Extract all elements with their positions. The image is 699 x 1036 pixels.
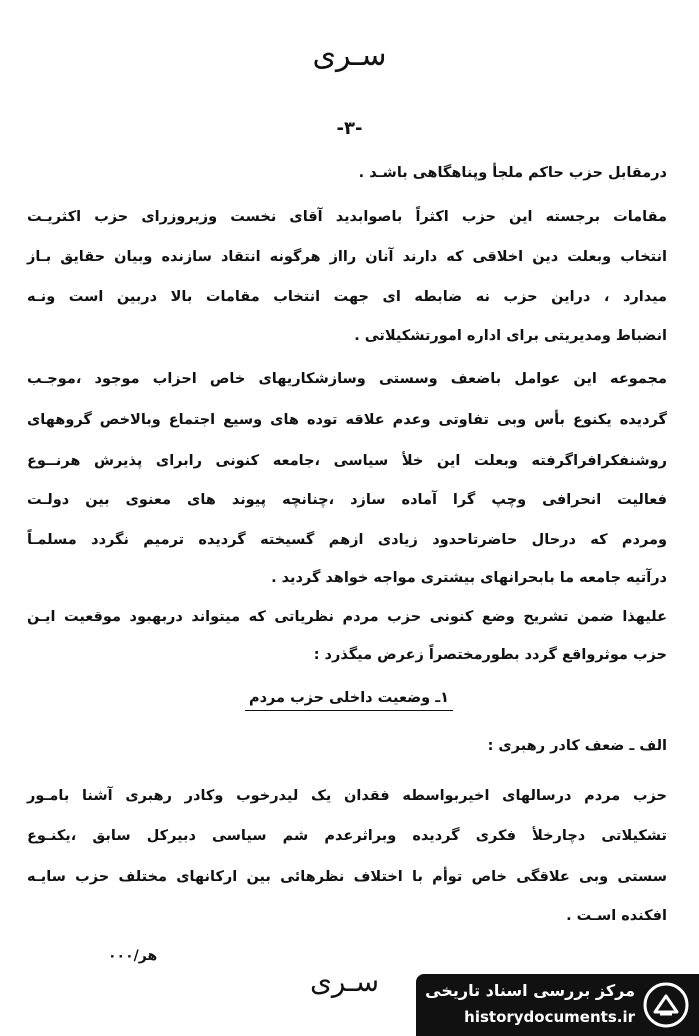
body-line: فعالیت انحرافی وچپ گرا آماده سازد ،چنانچه پیوند های معنوی بین دولـت [27,492,667,508]
watermark-title: مرکز بررسی اسناد تاریخی [425,981,635,1000]
sub-heading: الف ـ ضعف کادر رهبری : [487,738,667,754]
classification-stamp-bottom: سـری [310,965,380,998]
document-code: هر/۰۰۰ [108,948,158,964]
body-line: انضباط ومدیریتی برای اداره امورتشکیلاتی . [354,328,667,344]
section-line: حزب مردم درسالهای اخیربواسطه فقدان یک لیدرخوب وکادر رهبری آشنا بامـور [27,788,667,804]
body-line: درآتیه جامعه ما بابحرانهای بیشتری مواجه خواهد گردید . [271,570,667,586]
body-line: میدارد ، دراین حزب نه ضابطه ای جهت انتخاب مقامات بالا دربین است ونـه [27,289,667,305]
book-logo-icon [643,982,689,1028]
body-line: انتخاب وبعلت دین اخلاقی که دارند آنان رااز هرگونه انتقاد سازنده وبیان حقایق بـاز [27,249,667,265]
body-line: علیهذا ضمن تشریح وضع کنونی حزب مردم نظریاتی که میتواند دربهبود موقعیت ایـن [27,609,667,625]
page-number: -۳- [336,118,363,139]
watermark [416,974,699,1036]
section-line: تشکیلاتی دچارخلأ فکری گردیده وبراثرعدم شم سیاسی دبیرکل سابق ،یکنـوع [27,828,667,844]
body-line: حزب موثرواقع گردد بطورمختصراً زعرض میگذرد : [313,647,667,663]
body-line: گردیده یکنوع بأس وبی تفاوتی وعدم علاقه توده های وسیع اجتماع وبالاخص گروههای [27,412,667,428]
body-line: روشنفکرافراگرفته وبعلت این خلأ سیاسی ،جامعه کنونی رابرای پذیرش هرنــوع [27,453,667,469]
watermark-url: historydocuments.ir [464,1008,635,1026]
body-line: مقامات برجسته این حزب اکثراً باصوابدید آقای نخست وزیروزرای حزب اکثریـت [27,209,667,225]
classification-stamp-top: سـری [312,38,387,73]
body-line: مجموعه این عوامل باضعف وسستی وسازشکاریهای خاص احزاب موجود ،موجـب [27,371,667,387]
section-line: افکنده اسـت . [566,908,667,924]
body-line: درمقابل حزب حاکم ملجأ وپناهگاهی باشـد . [358,165,667,181]
section-heading: ۱ـ وضعیت داخلی حزب مردم [245,690,453,711]
section-line: سستی وبی علاقگی خاص توأم با اختلاف نظرهائی بین ارکانهای مختلف حزب سایـه [27,869,667,885]
body-line: ومردم که درحال حاضرتاحدود زیادی ازهم گسیخته گردیده ترمیم نگردد مسلمـاً [27,532,667,548]
